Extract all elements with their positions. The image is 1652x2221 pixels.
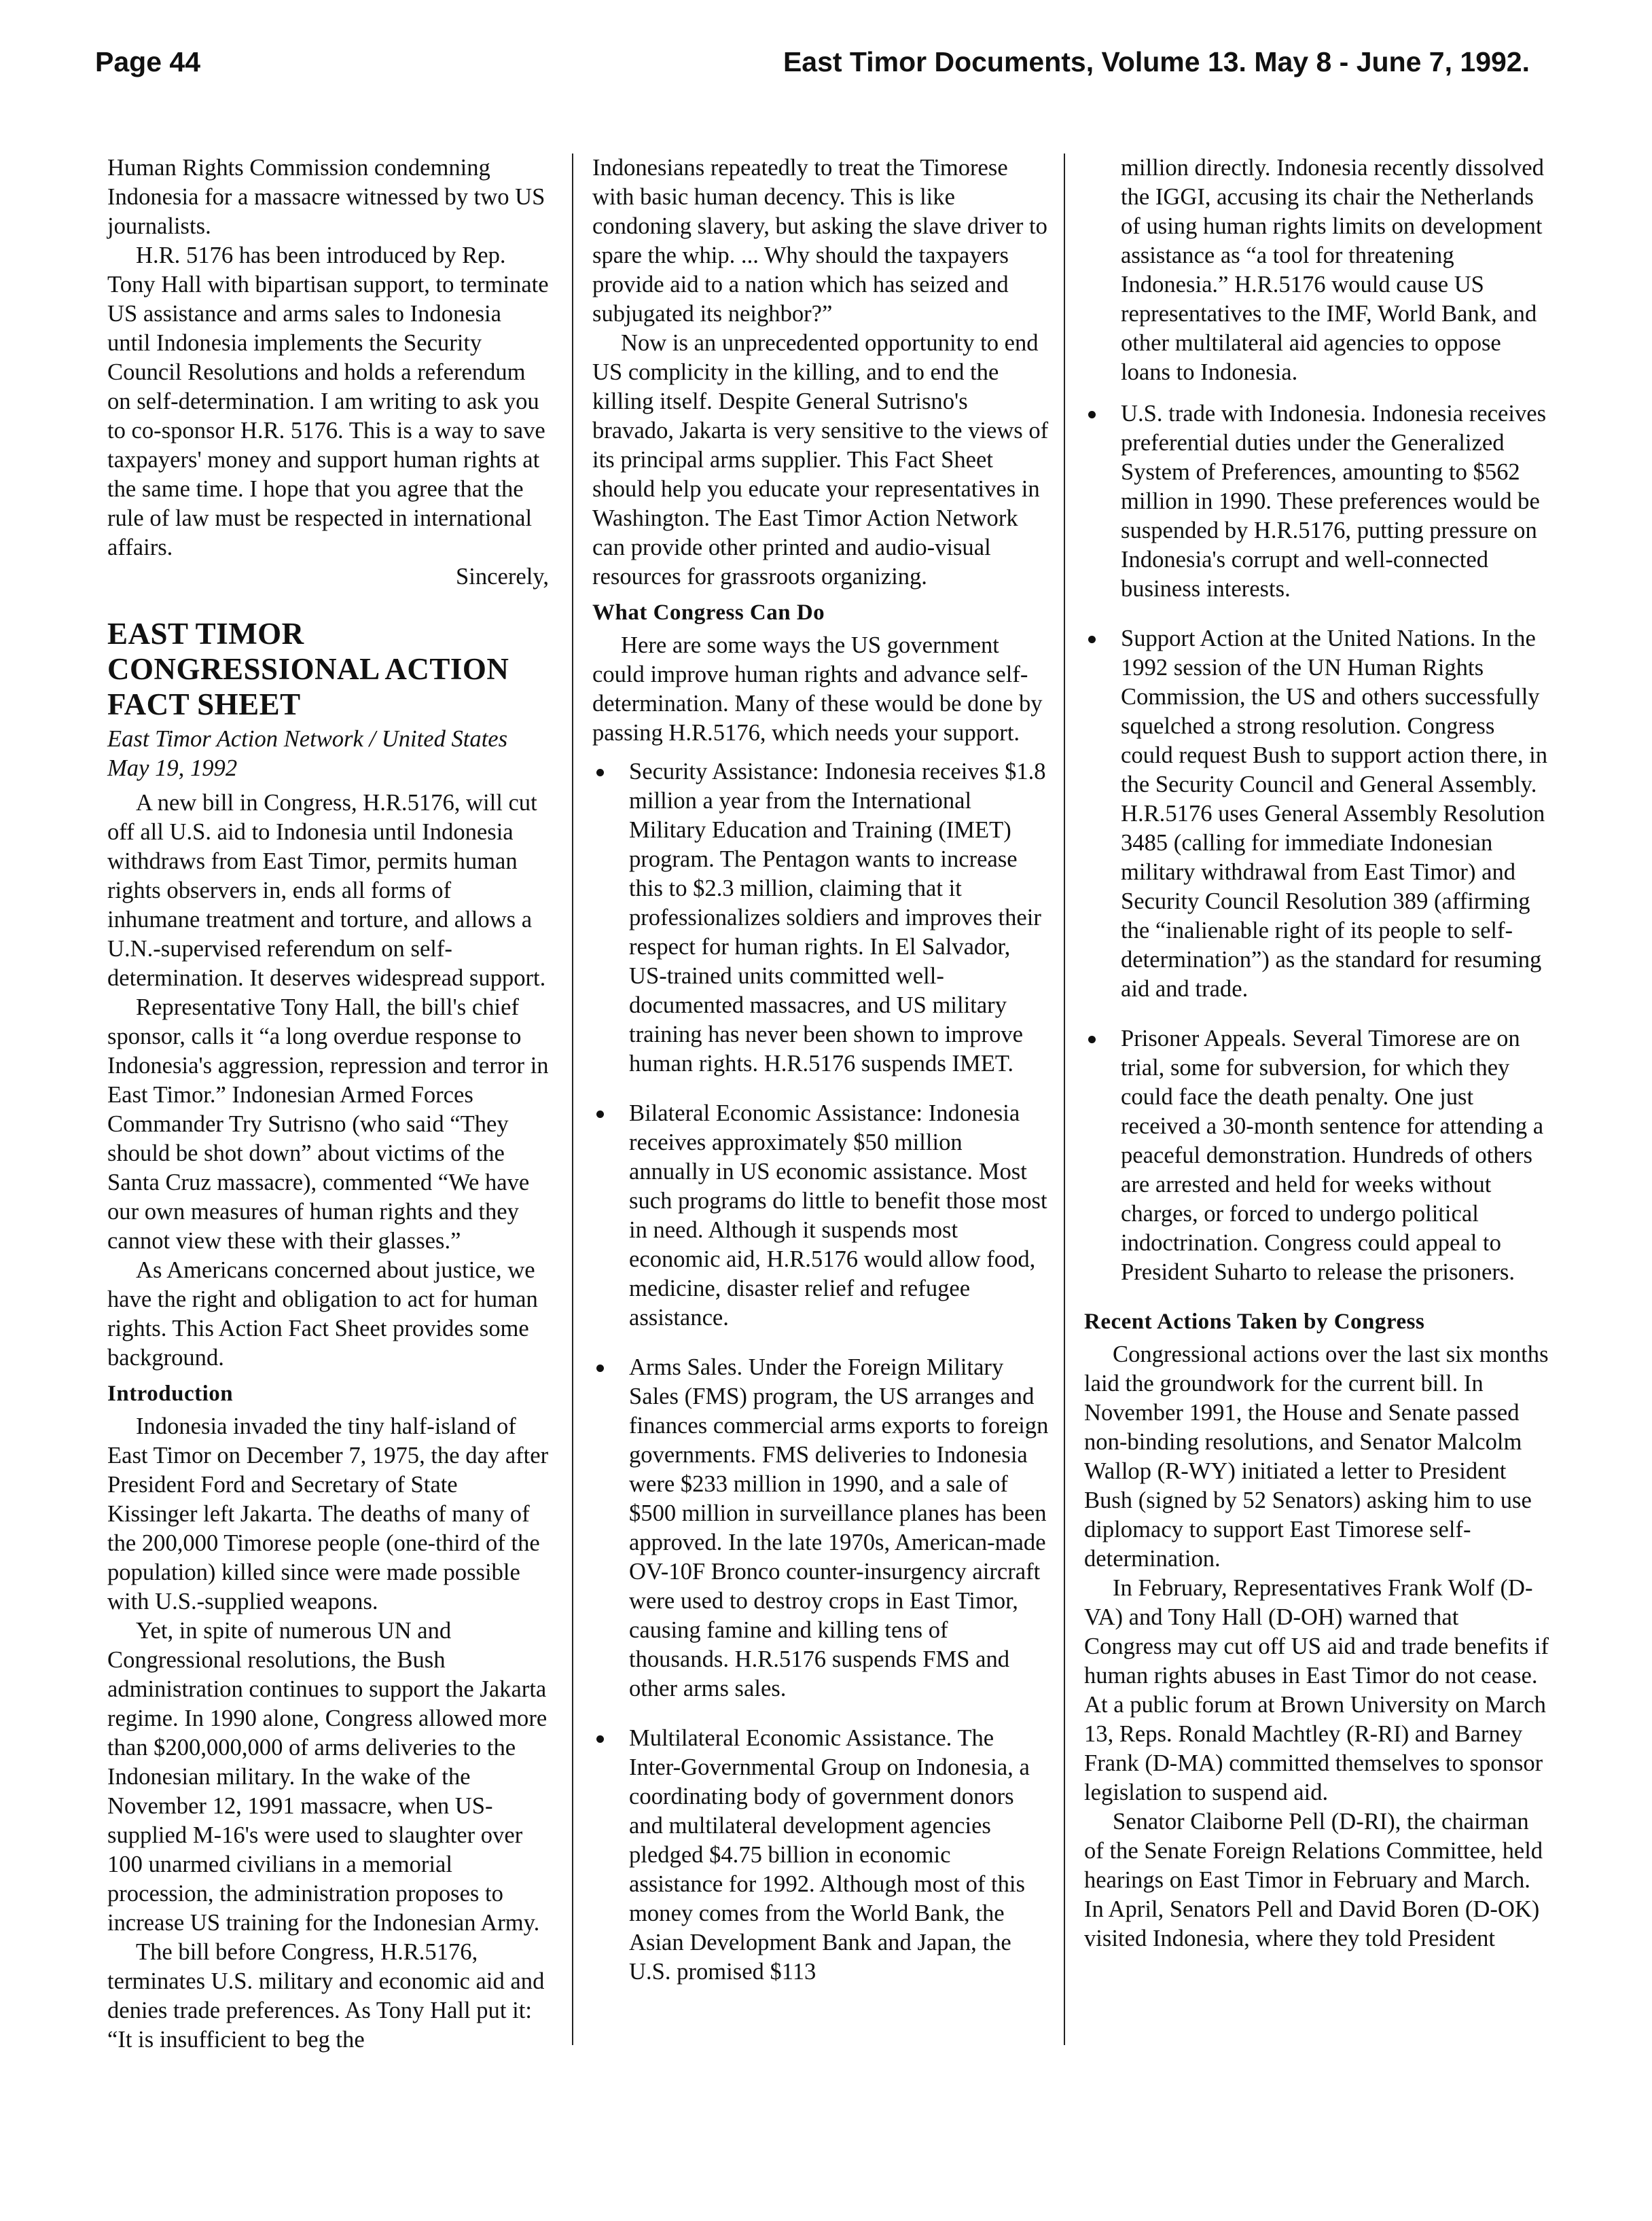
list-item bbox=[592, 757, 1049, 1079]
bullet-icon bbox=[596, 1110, 604, 1118]
bullet-icon bbox=[596, 1365, 604, 1372]
list-item-text: Multilateral Economic Assistance. The Inter-Governmental Group on Indonesia, a coordinating body of government donors and multilateral development agencies pledged $4.75 billion in economic assistance for 1992. Although most of this money comes from the World Bank, the Asian Development Bank and Japan, the U.S. promised $113 bbox=[629, 1725, 1030, 1985]
bullet-list bbox=[1084, 399, 1550, 1287]
paragraph: Here are some ways the US government could improve human rights and advance self-determination. Many of these would be done by passing H.R.5176, which needs your support. bbox=[592, 632, 1043, 746]
bullet-icon bbox=[596, 769, 604, 776]
page-number: Page 44 bbox=[95, 46, 200, 77]
paragraph: Now is an unprecedented opportunity to end US complicity in the killing, and to end the killing itself. Despite General Sutrisno's bravado, Jakarta is very sensitive to the views of its principal arms supplier. This Fact Sheet should help you educate your representatives in Washington. The East Timor Action Network can provide other printed and audio-visual resources for grassroots organizing. bbox=[592, 330, 1049, 590]
column-1 bbox=[107, 154, 549, 2055]
list-item bbox=[592, 1724, 1049, 1987]
list-item-text: Support Action at the United Nations. In the 1992 session of the UN Human Rights Commission, the US and others successfully squelched a strong resolution. Congress could request Bush to support action there, in the Security Council and General Assembly. H.R.5176 uses General Assembly Resolution 3485 (calling for immediate Indonesian military withdrawal from East Timor) and Security Council Resolution 389 (affirming the “inalienable right of its people to self-determination”) as the standard for resuming aid and trade. bbox=[1121, 626, 1548, 1002]
paragraph: As Americans concerned about justice, we have the right and obligation to act for human rights. This Action Fact Sheet provides some background. bbox=[107, 1257, 538, 1371]
section-heading: Recent Actions Taken by Congress bbox=[1084, 1310, 1425, 1334]
list-item bbox=[1084, 399, 1550, 604]
list-item-text: Arms Sales. Under the Foreign Military Sales (FMS) program, the US arranges and finances commercial arms exports to foreign governments. FMS deliveries to Indonesia were $233 million in 1990, and a sale of $500 million in surveillance planes has been approved. In the late 1970s, American-made OV-10F Bronco counter-insurgency aircraft were used to destroy crops in East Timor, causing famine and killing tens of thousands. H.R.5176 suspends FMS and other arms sales. bbox=[629, 1354, 1049, 1701]
list-item bbox=[592, 1099, 1049, 1333]
column-divider bbox=[1064, 154, 1065, 2045]
letter-closing: Sincerely, bbox=[456, 564, 549, 590]
section-heading: What Congress Can Do bbox=[592, 600, 825, 625]
list-item-text: Prisoner Appeals. Several Timorese are on trial, some for subversion, for which they could face the death penalty. One just received a 30-month sentence for attending a peaceful demonstration. Hundreds of others are arrested and held for weeks without charges, or forced to undergo political indoctrination. Congress could appeal to President Suharto to release the prisoners. bbox=[1121, 1026, 1544, 1285]
list-item bbox=[592, 1353, 1049, 1703]
list-item-text: Bilateral Economic Assistance: Indonesia receives approximately $50 million annually in US economic assistance. Most such programs do little to benefit those most in need. Although it suspends most economic aid, H.R.5176 would allow food, medicine, disaster relief and refugee assistance. bbox=[629, 1100, 1047, 1331]
bullet-icon bbox=[1088, 636, 1096, 643]
article-byline bbox=[107, 725, 549, 783]
paragraph: Human Rights Commission condemning Indonesia for a massacre witnessed by two US journalists. bbox=[107, 155, 545, 239]
paragraph: million directly. Indonesia recently dissolved the IGGI, accusing its chair the Netherlands of using human rights limits on development assistance as “a tool for threatening Indonesia.” H.R.5176 would cause US representatives to the IMF, World Bank, and other multilateral aid agencies to oppose loans to Indonesia. bbox=[1121, 155, 1544, 385]
section-heading: Introduction bbox=[107, 1382, 234, 1406]
paragraph: A new bill in Congress, H.R.5176, will cut off all U.S. aid to Indonesia until Indonesia withdraws from East Timor, permits human rights observers in, ends all forms of inhumane treatment and torture, and allows a U.N.-supervised referendum on self-determination. It deserves widespread support. bbox=[107, 790, 546, 991]
paragraph: H.R. 5176 has been introduced by Rep. Tony Hall with bipartisan support, to terminate US assistance and arms sales to Indonesia until Indonesia implements the Security Council Resolutions and holds a referendum on self-determination. I am writing to ask you to co-sponsor H.R. 5176. This is a way to save taxpayers' money and support human rights at the same time. I hope that you agree that the rule of law must be respected in international affairs. bbox=[107, 242, 549, 560]
bullet-icon bbox=[1088, 1036, 1096, 1043]
paragraph: Congressional actions over the last six months laid the groundwork for the current bill. In November 1991, the House and Senate passed non-binding resolutions, and Senator Malcolm Wallop (R-WY) initiated a letter to President Bush (signed by 52 Senators) asking him to use diplomacy to support East Timorese self-determination. bbox=[1084, 1341, 1549, 1572]
article-title: EAST TIMOR CONGRESSIONAL ACTION FACT SHEET bbox=[107, 617, 509, 721]
byline-source: East Timor Action Network / United States bbox=[107, 726, 508, 752]
paragraph: In February, Representatives Frank Wolf (D-VA) and Tony Hall (D-OH) warned that Congress may cut off US aid and trade benefits if human rights abuses in East Timor do not cease. At a public forum at Brown University on March 13, Reps. Ronald Machtley (R-RI) and Barney Frank (D-MA) committed themselves to sponsor legislation to suspend aid. bbox=[1084, 1575, 1549, 1805]
column-2 bbox=[592, 154, 1049, 2007]
paragraph: Indonesia invaded the tiny half-island of East Timor on December 7, 1975, the day after President Ford and Secretary of State Kissinger left Jakarta. The deaths of many of the 200,000 Timorese people (one-third of the population) killed since were made possible with U.S.-supplied weapons. bbox=[107, 1413, 549, 1614]
paragraph: The bill before Congress, H.R.5176, terminates U.S. military and economic aid and denies trade preferences. As Tony Hall put it: “It is insufficient to beg the bbox=[107, 1939, 545, 2053]
list-item-text: U.S. trade with Indonesia. Indonesia receives preferential duties under the Generalized System of Preferences, amounting to $562 million in 1990. These preferences would be suspended by H.R.5176, putting pressure on Indonesia's corrupt and well-connected business interests. bbox=[1121, 401, 1547, 602]
paragraph: Senator Claiborne Pell (D-RI), the chairman of the Senate Foreign Relations Committee, held hearings on East Timor in February and March. In April, Senators Pell and David Boren (D-OK) visited Indonesia, where they told President bbox=[1084, 1809, 1543, 1951]
bullet-list bbox=[592, 757, 1049, 1987]
list-item-text: Security Assistance: Indonesia receives $1.8 million a year from the International Military Education and Training (IMET) program. The Pentagon wants to increase this to $2.3 million, claiming that it professionalizes soldiers and improves their respect for human rights. In El Salvador, US-trained units committed well-documented massacres, and US military training has never been shown to improve human rights. H.R.5176 suspends IMET. bbox=[629, 759, 1046, 1077]
list-item bbox=[1084, 1024, 1550, 1287]
byline-date: May 19, 1992 bbox=[107, 755, 238, 781]
bullet-icon bbox=[1088, 411, 1096, 418]
paragraph: Indonesians repeatedly to treat the Timorese with basic human decency. This is like condoning slavery, but asking the slave driver to spare the whip. ... Why should the taxpayers provide aid to a nation which has seized and subjugated its neighbor?” bbox=[592, 155, 1047, 327]
list-item bbox=[1084, 624, 1550, 1004]
column-3 bbox=[1084, 154, 1550, 1953]
paragraph: Representative Tony Hall, the bill's chief sponsor, calls it “a long overdue response to Indonesia's aggression, repression and terror in East Timor.” Indonesian Armed Forces Commander Try Sutrisno (who said “They should be shot down” about victims of the Santa Cruz massacre), commented “We have our own measures of human rights and they cannot view these with their glasses.” bbox=[107, 994, 549, 1254]
paragraph: Yet, in spite of numerous UN and Congressional resolutions, the Bush administration continues to support the Jakarta regime. In 1990 alone, Congress allowed more than $200,000,000 of arms deliveries to the Indonesian military. In the wake of the November 12, 1991 massacre, when US-supplied M-16's were used to slaughter over 100 unarmed civilians in a memorial procession, the administration proposes to increase US training for the Indonesian Army. bbox=[107, 1618, 547, 1936]
publication-title: East Timor Documents, Volume 13. May 8 - June 7, 1992. bbox=[783, 46, 1530, 77]
bullet-icon bbox=[596, 1735, 604, 1743]
column-divider bbox=[572, 154, 573, 2045]
page-header bbox=[95, 46, 1530, 94]
